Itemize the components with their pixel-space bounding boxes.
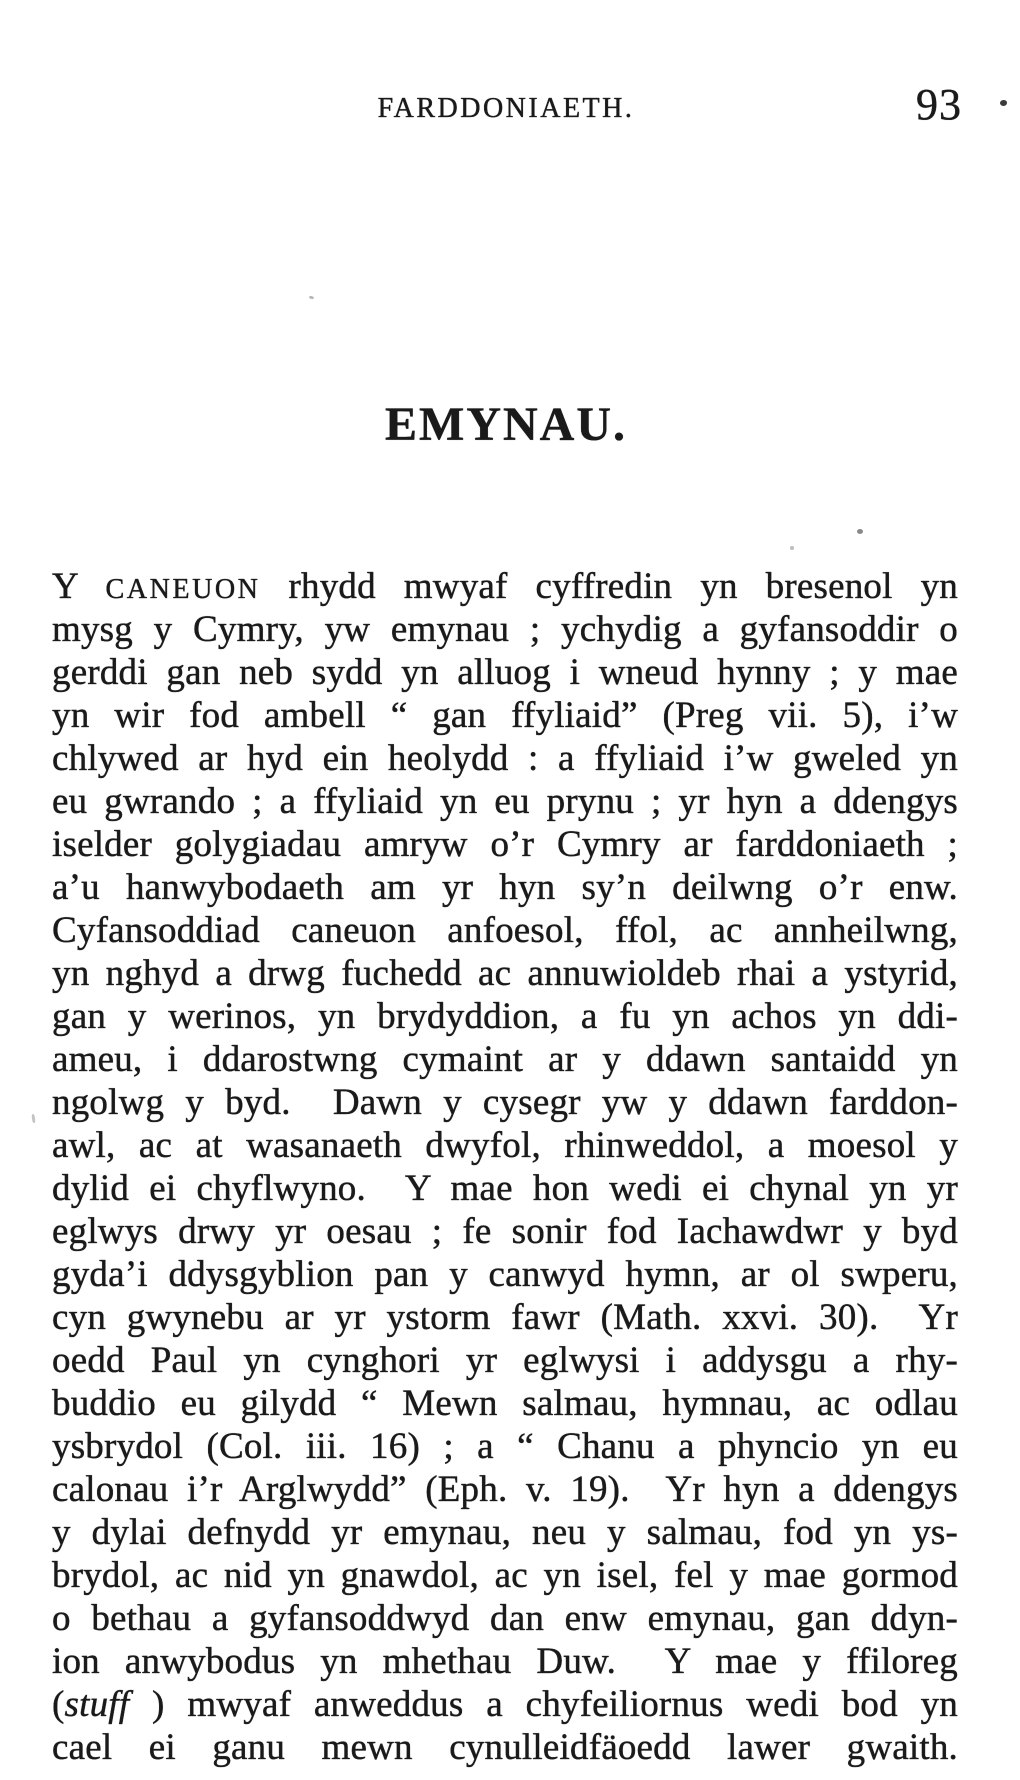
text-line: a’u hanwybodaeth am yr hyn sy’n deilwng o’r enw. bbox=[52, 867, 958, 908]
body-text bbox=[52, 565, 958, 1769]
section-title: EMYNAU. bbox=[385, 398, 627, 451]
text-line: gan y werinos, yn brydyddion, a fu yn achos yn ddi- bbox=[52, 996, 958, 1037]
text-line: ysbrydol (Col. iii. 16) ; a “ Chanu a phyncio yn eu bbox=[52, 1426, 958, 1467]
text-line: ion anwybodus yn mhethau Duw. Y mae y ffiloreg bbox=[52, 1641, 958, 1682]
text-line: mysg y Cymry, yw emynau ; ychydig a gyfansoddir o bbox=[52, 609, 958, 650]
text-line: o bethau a gyfansoddwyd dan enw emynau, gan ddyn- bbox=[52, 1598, 958, 1639]
text-line: dylid ei chyflwyno. Y mae hon wedi ei chynal yn yr bbox=[52, 1168, 958, 1209]
ink-speck bbox=[790, 546, 794, 550]
text-line: brydol, ac nid yn gnawdol, ac yn isel, fel y mae gormod bbox=[52, 1555, 958, 1596]
text-line: Cyfansoddiad caneuon anfoesol, ffol, ac annheilwng, bbox=[52, 910, 958, 951]
text-line: gerddi gan neb sydd yn alluog i wneud hynny ; y mae bbox=[52, 652, 958, 693]
text-line: eglwys drwy yr oesau ; fe sonir fod Iachawdwr y byd bbox=[52, 1211, 958, 1252]
text-line: buddio eu gilydd “ Mewn salmau, hymnau, ac odlau bbox=[52, 1383, 958, 1424]
text-line: iselder golygiadau amryw o’r Cymry ar farddoniaeth ; bbox=[52, 824, 958, 865]
text-line: awl, ac at wasanaeth dwyfol, rhinweddol, a moesol y bbox=[52, 1125, 958, 1166]
running-title: FARDDONIAETH. bbox=[377, 93, 635, 124]
text-line: yn wir fod ambell “ gan ffyliaid” (Preg vii. 5), i’w bbox=[52, 695, 958, 736]
text-line: y dylai defnydd yr emynau, neu y salmau, fod yn ys- bbox=[52, 1512, 958, 1553]
page-number: 93 bbox=[916, 80, 962, 129]
ink-speck bbox=[309, 295, 315, 299]
ink-speck bbox=[31, 1114, 35, 1123]
text-line: Y CANEUON rhydd mwyaf cyffredin yn bresenol yn bbox=[52, 566, 958, 607]
text-line: chlywed ar hyd ein heolydd : a ffyliaid i’w gweled yn bbox=[52, 738, 958, 779]
text-line: (stuff ) mwyaf anweddus a chyfeiliornus wedi bod yn bbox=[52, 1684, 958, 1725]
text-line: gyda’i ddysgyblion pan y canwyd hymn, ar ol swperu, bbox=[52, 1254, 958, 1295]
text-line: calonau i’r Arglwydd” (Eph. v. 19). Yr hyn a ddengys bbox=[52, 1469, 958, 1510]
ink-speck bbox=[1000, 100, 1007, 106]
text-line: eu gwrando ; a ffyliaid yn eu prynu ; yr hyn a ddengys bbox=[52, 781, 958, 822]
text-line: cael ei ganu mewn cynulleidfäoedd lawer gwaith. bbox=[52, 1727, 958, 1768]
text-line: ameu, i ddarostwng cymaint ar y ddawn santaidd yn bbox=[52, 1039, 958, 1080]
ink-speck bbox=[857, 529, 863, 534]
text-line: oedd Paul yn cynghori yr eglwysi i addysgu a rhy- bbox=[52, 1340, 958, 1381]
text-line: ngolwg y byd. Dawn y cysegr yw y ddawn farddon- bbox=[52, 1082, 958, 1123]
text-line: cyn gwynebu ar yr ystorm fawr (Math. xxvi. 30). Yr bbox=[52, 1297, 958, 1338]
text-line: yn nghyd a drwg fuchedd ac annuwioldeb rhai a ystyrid, bbox=[52, 953, 958, 994]
